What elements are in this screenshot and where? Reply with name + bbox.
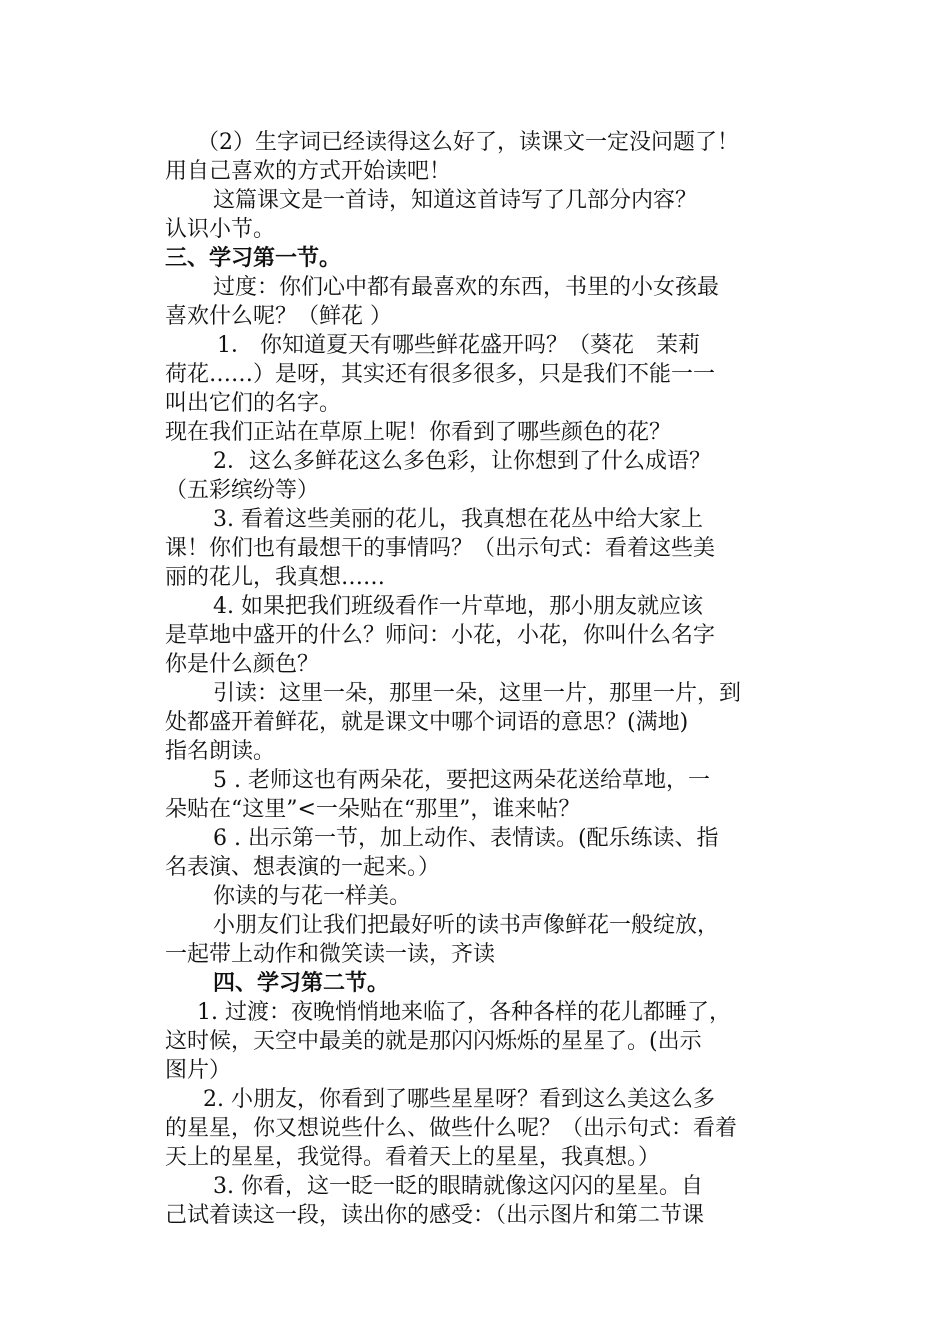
text-line: 2．这么多鲜花这么多色彩，让你想到了什么成语？ bbox=[213, 449, 711, 474]
section-heading: 三、学习第一节。 bbox=[165, 245, 342, 271]
text-line: 指名朗读。 bbox=[165, 739, 276, 764]
text-line: 过度：你们心中都有最喜欢的东西，书里的小女孩最 bbox=[213, 275, 720, 300]
text-line: 用自己喜欢的方式开始读吧！ bbox=[165, 159, 452, 184]
text-line: 喜欢什么呢？（鲜花 ） bbox=[165, 304, 392, 329]
text-line: 5 . 老师这也有两朵花，要把这两朵花送给草地，一 bbox=[213, 768, 710, 793]
text-line: 的星星，你又想说些什么、做些什么呢？（出示句式：看着 bbox=[165, 1116, 738, 1141]
text-line: 认识小节。 bbox=[165, 217, 276, 242]
document-body bbox=[165, 128, 797, 1230]
text-line: 3. 看着这些美丽的花儿，我真想在花丛中给大家上 bbox=[213, 507, 703, 532]
text-line: 6 . 出示第一节，加上动作、表情读。(配乐练读、指 bbox=[213, 826, 719, 851]
text-line: 己试着读这一段，读出你的感受：（出示图片和第二节课 bbox=[165, 1203, 705, 1228]
text-line: 你读的与花一样美。 bbox=[213, 884, 412, 909]
text-line: 2. 小朋友，你看到了哪些星星呀？看到这么美这么多 bbox=[203, 1087, 715, 1112]
text-line: （五彩缤纷等） bbox=[165, 478, 320, 503]
section-heading: 四、学习第二节。 bbox=[213, 970, 390, 996]
text-line: 图片） bbox=[165, 1058, 232, 1083]
text-line: 这篇课文是一首诗，知道这首诗写了几部分内容？ bbox=[213, 188, 698, 213]
text-line: 朵贴在“这里”<一朵贴在“那里”，谁来帖？ bbox=[165, 797, 581, 822]
text-line: 这时候，天空中最美的就是那闪闪烁烁的星星了。(出示 bbox=[165, 1029, 702, 1054]
text-line: 你是什么颜色？ bbox=[165, 652, 320, 677]
text-line: （2）生字词已经读得这么好了，读课文一定没问题了！ bbox=[197, 130, 739, 155]
text-line: 小朋友们让我们把最好听的读书声像鲜花一般绽放， bbox=[213, 913, 720, 938]
text-line: 1. 过渡：夜晚悄悄地来临了，各种各样的花儿都睡了， bbox=[197, 1000, 731, 1025]
text-line: 4. 如果把我们班级看作一片草地，那小朋友就应该 bbox=[213, 594, 703, 619]
text-line: 是草地中盛开的什么？师问：小花，小花，你叫什么名字 bbox=[165, 623, 716, 648]
text-line: 处都盛开着鲜花，就是课文中哪个词语的意思？(满地) bbox=[165, 710, 689, 735]
text-line: 叫出它们的名字。 bbox=[165, 391, 342, 416]
text-line: 1． 你知道夏天有哪些鲜花盛开吗？（葵花 茉莉 bbox=[217, 333, 700, 358]
text-line: 丽的花儿，我真想…… bbox=[165, 565, 386, 590]
text-line: 一起带上动作和微笑读一读，齐读 bbox=[165, 942, 496, 967]
text-line: 名表演、想表演的一起来。） bbox=[165, 855, 441, 880]
text-line: 课！你们也有最想干的事情吗？（出示句式：看着这些美 bbox=[165, 536, 716, 561]
text-line: 引读：这里一朵，那里一朵，这里一片，那里一片，到 bbox=[213, 681, 742, 706]
text-line: 荷花……）是呀，其实还有很多很多，只是我们不能一一 bbox=[165, 362, 716, 387]
text-line: 现在我们正站在草原上呢！你看到了哪些颜色的花？ bbox=[165, 420, 672, 445]
text-line: 天上的星星，我觉得。看着天上的星星，我真想。） bbox=[165, 1145, 661, 1170]
text-line: 3. 你看，这一眨一眨的眼睛就像这闪闪的星星。自 bbox=[213, 1174, 703, 1199]
